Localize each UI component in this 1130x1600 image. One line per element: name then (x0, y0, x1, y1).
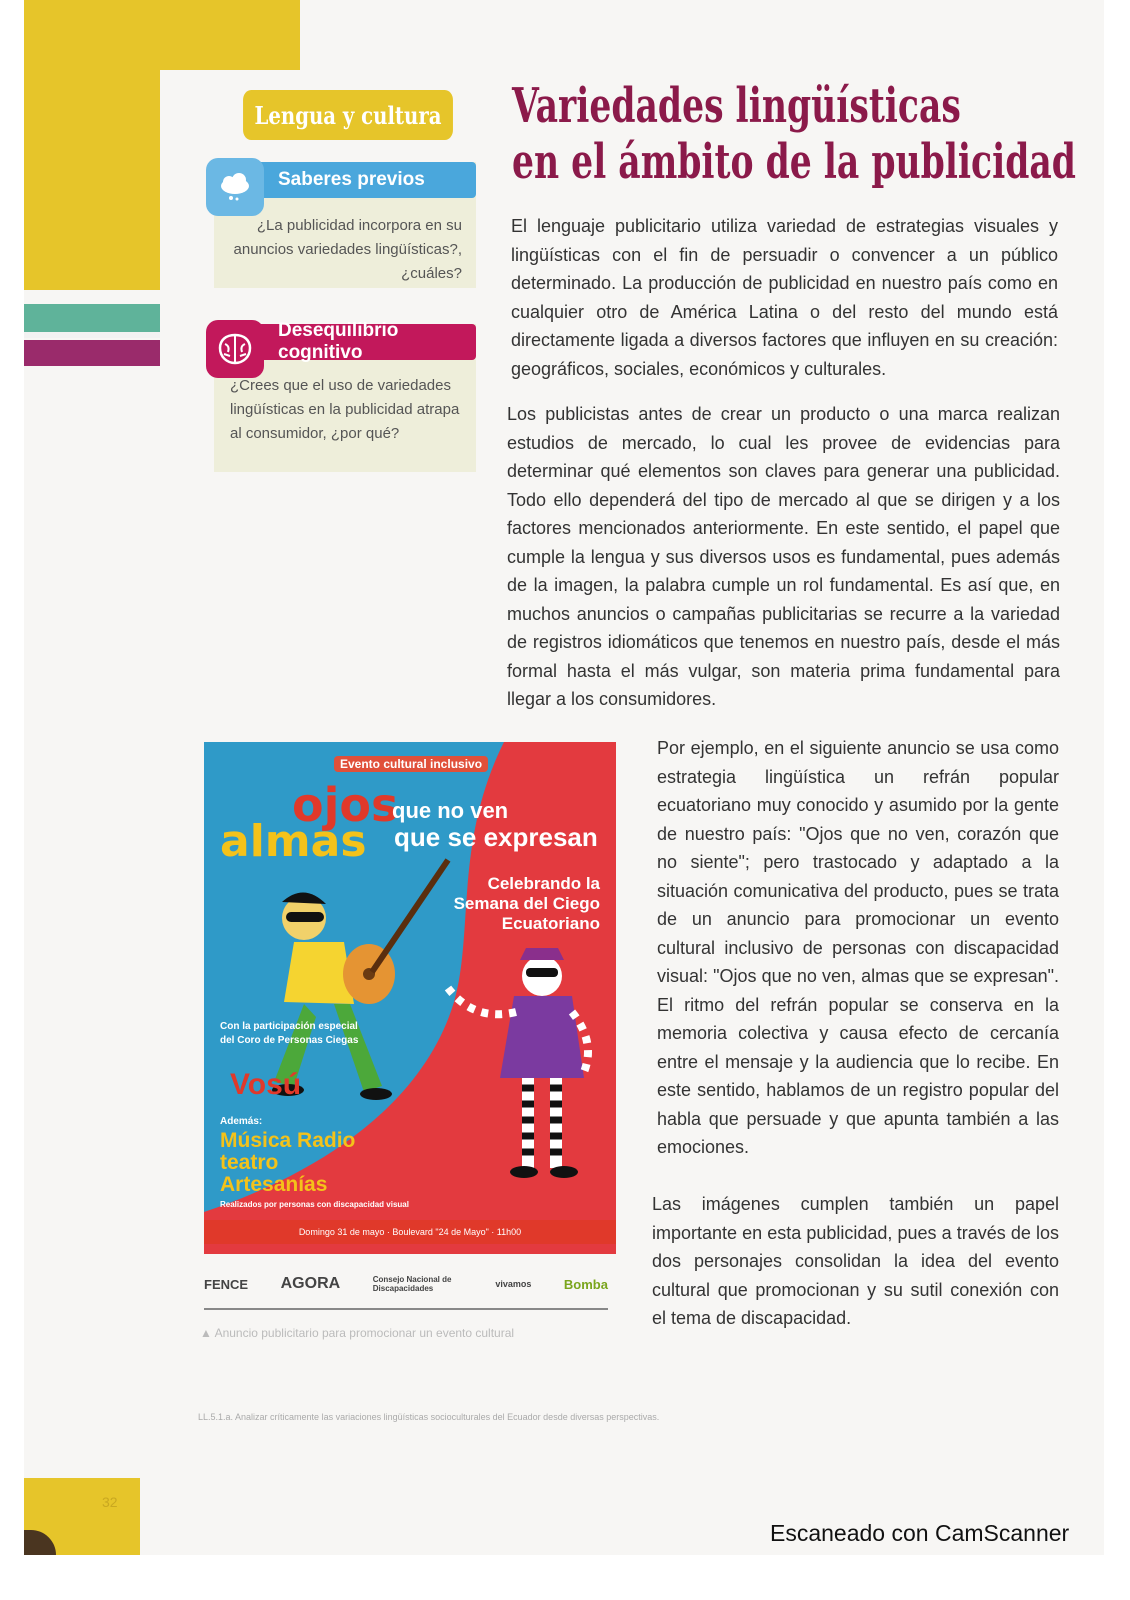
logo-fence: FENCE (204, 1276, 249, 1292)
saberes-previos-box (214, 162, 476, 288)
logo-bomba: Bomba (563, 1276, 608, 1292)
paragraph-4: Las imágenes cumplen también un papel importante en esta publicidad, pues a través de los dos personajes consolidan la idea del evento cultural que promocionan y su sutil conexión con el tema de discapacidad. (652, 1194, 1059, 1328)
logo-agora: AGORA (280, 1275, 341, 1292)
cloud-icon (206, 158, 264, 216)
poster-caption-text: Anuncio publicitario para promocionar un evento cultural (214, 1326, 515, 1340)
poster-realizados: Realizados por personas con discapacidad visual (220, 1200, 409, 1209)
logo-vivamos: vivamos (495, 1279, 532, 1289)
poster-ademas: Además: (220, 1116, 263, 1127)
poster-caption: ▲ Anuncio publicitario para promocionar un evento cultural (200, 1326, 515, 1340)
title-line-1: Variedades lingüísticas (512, 78, 961, 134)
poster-word-almas: almas (220, 816, 367, 867)
poster-date-bar: Domingo 31 de mayo · Boulevard "24 de Mayo" · 11h00 (204, 1220, 616, 1244)
guitar-player-figure (272, 860, 448, 1100)
poster-que-no-ven: que no ven (392, 798, 509, 823)
white-stripe (24, 332, 160, 338)
paragraph-2: Los publicistas antes de crear un producto o una marca realizan estudios de mercado, lo cual les provee de evidencias para determinar qué elementos son claves para generar una publicidad. Todo ello dependerá del tipo de mercado al que se dirigen y a los factores mencionados anteriormente. En este sentido, el papel que cumple la lengua y sus diversos usos es fundamental, pues además de la imagen, la palabra cumple un rol fundamental. Es así que, en muchos anuncios o campañas publicitarias se recurre a la variedad de registros idiomáticos que tenemos en nuestro país, desde el más formal hasta el más vulgar, son materia prima fundamental para llegar a los consumidores. (507, 404, 1060, 709)
desequilibrio-heading: Desequilibrio cognitivo (214, 324, 476, 360)
page-title (512, 78, 1076, 190)
footer-skill-note: LL.5.1.a. Analizar críticamente las variaciones lingüísticas socioculturales del Ecuador desde diversas perspectivas. (198, 1412, 660, 1422)
desequilibrio-box (214, 320, 476, 472)
poster-extras: Música Radio teatro Artesanías (220, 1129, 356, 1196)
paragraph-1: El lenguaje publicitario utiliza variedad de estrategias visuales y lingüísticas con el fin de persuadir o convencer a un público determinado. La producción de publicidad en nuestro país como en cualquier otro de América Latina o del resto del mundo está directamente ligada a diversos factores que influyen en su creación: geográficos, sociales, económicos y culturales. (511, 216, 1058, 379)
yellow-side-band (24, 0, 160, 290)
section-label: Lengua y cultura (243, 90, 453, 140)
scanner-watermark: Escaneado con CamScanner (770, 1520, 1070, 1546)
page-number: 32 (102, 1494, 118, 1510)
poster-celebrando: Celebrando la Semana del Ciego Ecuatoriano (453, 874, 600, 933)
teal-stripe (24, 304, 160, 332)
sponsor-logos (204, 1260, 608, 1310)
desequilibrio-text: ¿Crees que el uso de variedades lingüísticas en la publicidad atrapa al consumidor, ¿por qué? (230, 377, 460, 442)
textbook-page (24, 0, 1104, 1555)
paragraph-3: Por ejemplo, en el siguiente anuncio se usa como estrategia lingüística un refrán popular ecuatoriano muy conocido y asumido por la gente de nuestro país: "Ojos que no ven, corazón que no siente"; pero trastocado y adaptado a la situación comunicativa del producto, pues se trata de un anuncio para promocionar un evento cultural inclusivo de personas con discapacidad visual: "Ojos que no ven, almas que se expresan". El ritmo del refrán popular se conserva en la memoria colectiva y causa efecto de cercanía entre el mensaje y la audiencia que lo recibe. En este sentido, hablamos de un registro popular del habla que persuade y que apunta también a las emociones. (657, 738, 1059, 1157)
advertisement-poster (204, 742, 616, 1254)
saberes-previos-text: ¿La publicidad incorpora en su anuncios variedades lingüísticas?, ¿cuáles? (233, 217, 462, 282)
poster-vosu: Vosú (230, 1068, 302, 1101)
logo-consejo: Consejo Nacional de Discapacidades (372, 1275, 452, 1293)
poster-que-se-expresan: que se expresan (394, 822, 598, 852)
poster-word-ojos: ojos (292, 778, 399, 832)
brain-icon (206, 320, 264, 378)
saberes-previos-heading: Saberes previos (214, 162, 476, 198)
magenta-stripe (24, 340, 160, 366)
title-line-2: en el ámbito de la publicidad (512, 134, 1076, 190)
poster-participacion: Con la participación especial del Coro de Personas Ciegas (220, 1021, 359, 1046)
poster-event-tag: Evento cultural inclusivo (334, 756, 488, 772)
